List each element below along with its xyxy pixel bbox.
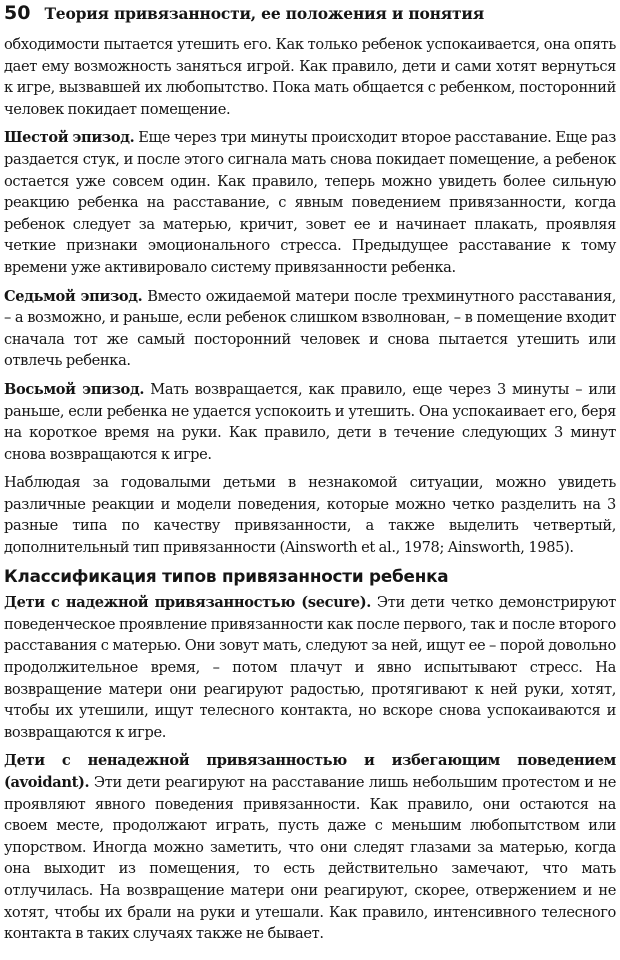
paragraph bbox=[4, 472, 616, 558]
paragraph-text: Эти дети реагируют на расставание лишь небольшим протестом и не проявляют явного поведения привязанности. Как правило, они остаются на своем месте, продолжают играть, пусть даже с меньшим любопытством или упорством. Иногда можно заметить, что они следят глазами за матерью, когда она выходит из помещения, то есть действительно замечают, что мать отлучилась. На возвращение матери они реагируют, скорее, отвержением и не хотят, чтобы их брали на руки и утешали. Как правило, интенсивного телесного контакта в таких случаях также не бывает. bbox=[4, 774, 616, 943]
page-header bbox=[4, 2, 616, 32]
paragraph-text: обходимости пытается утешить его. Как только ребенок успокаивается, она опять дает ему возможность заняться игрой. Как правило, дети и сами хотят вернуться к игре, вызвавшей их любопытство. Пока мать общается с ребенком, посторонний человек покидает помещение. bbox=[4, 36, 616, 118]
paragraph-text: Вместо ожидаемой матери после трехминутного расставания, – а возможно, и раньше, если ребенок слишком взволнован, – в помещение входит сначала тот же самый посторонний человек и снова пытается утешить или отвлечь ребенка. bbox=[4, 287, 616, 370]
paragraph-episode-8 bbox=[4, 379, 616, 465]
paragraph-lead: Седьмой эпизод. bbox=[4, 287, 143, 305]
paragraph-text: Наблюдая за годовалыми детьми в незнакомой ситуации, можно увидеть различные реакции и модели поведения, которые можно четко разделить на 3 разные типа по качеству привязанности, а также выделить четвертый, дополнительный тип привязанности (Ainsworth et al., 1978; Ainsworth, 1985). bbox=[4, 474, 616, 557]
paragraph-text: Мать возвращается, как правило, еще через 3 минуты – или раньше, если ребенка не удается успокоить и утешить. Она успокаивает его, беря на короткое время на руки. Как правило, дети в течение следующих 3 минут снова возвращаются к игре. bbox=[4, 380, 616, 463]
page-number: 50 bbox=[4, 2, 31, 24]
paragraph-episode-6 bbox=[4, 127, 616, 278]
paragraph-lead: Шестой эпизод. bbox=[4, 129, 135, 147]
paragraph-text: Эти дети четко демонстрируют поведенческое проявление привязанности как после первого, так и после второго расставания с матерью. Они зовут мать, следуют за ней, ищут ее – порой довольно продолжительное время, – потом плачут и явно испытывают стресс. На возвращение матери они реагируют радостью, протягивают к ней руки, хотят, чтобы их утешили, ищут телесного контакта, но вскоре снова успокаиваются и возвращаются к игре. bbox=[4, 594, 617, 741]
running-title: Теория привязанности, ее положения и понятия bbox=[44, 4, 484, 23]
paragraph-avoidant bbox=[4, 750, 616, 944]
paragraph-episode-7 bbox=[4, 286, 616, 372]
paragraph bbox=[4, 34, 616, 120]
section-heading: Классификация типов привязанности ребенка bbox=[4, 565, 449, 586]
page-body bbox=[4, 34, 616, 945]
paragraph-lead: Восьмой эпизод. bbox=[4, 380, 145, 398]
paragraph-text: Еще через три минуты происходит второе расставание. Еще раз раздается стук, и после этого сигнала мать снова покидает помещение, а ребенок остается уже совсем один. Как правило, теперь можно увидеть более сильную реакцию ребенка на расставание, с явным поведением привязанности, когда ребенок следует за матерью, кричит, зовет ее и начинает плакать, проявляя четкие признаки эмоционального стресса. Предыдущее расставание к тому времени уже активировало систему привязанности ребенка. bbox=[4, 129, 616, 276]
paragraph-secure bbox=[4, 592, 616, 743]
paragraph-lead: Дети с надежной привязанностью (secure). bbox=[4, 594, 372, 612]
paragraph-lead: Дети с ненадежной привязанностью и избегающим поведением (avoidant). bbox=[4, 752, 616, 791]
